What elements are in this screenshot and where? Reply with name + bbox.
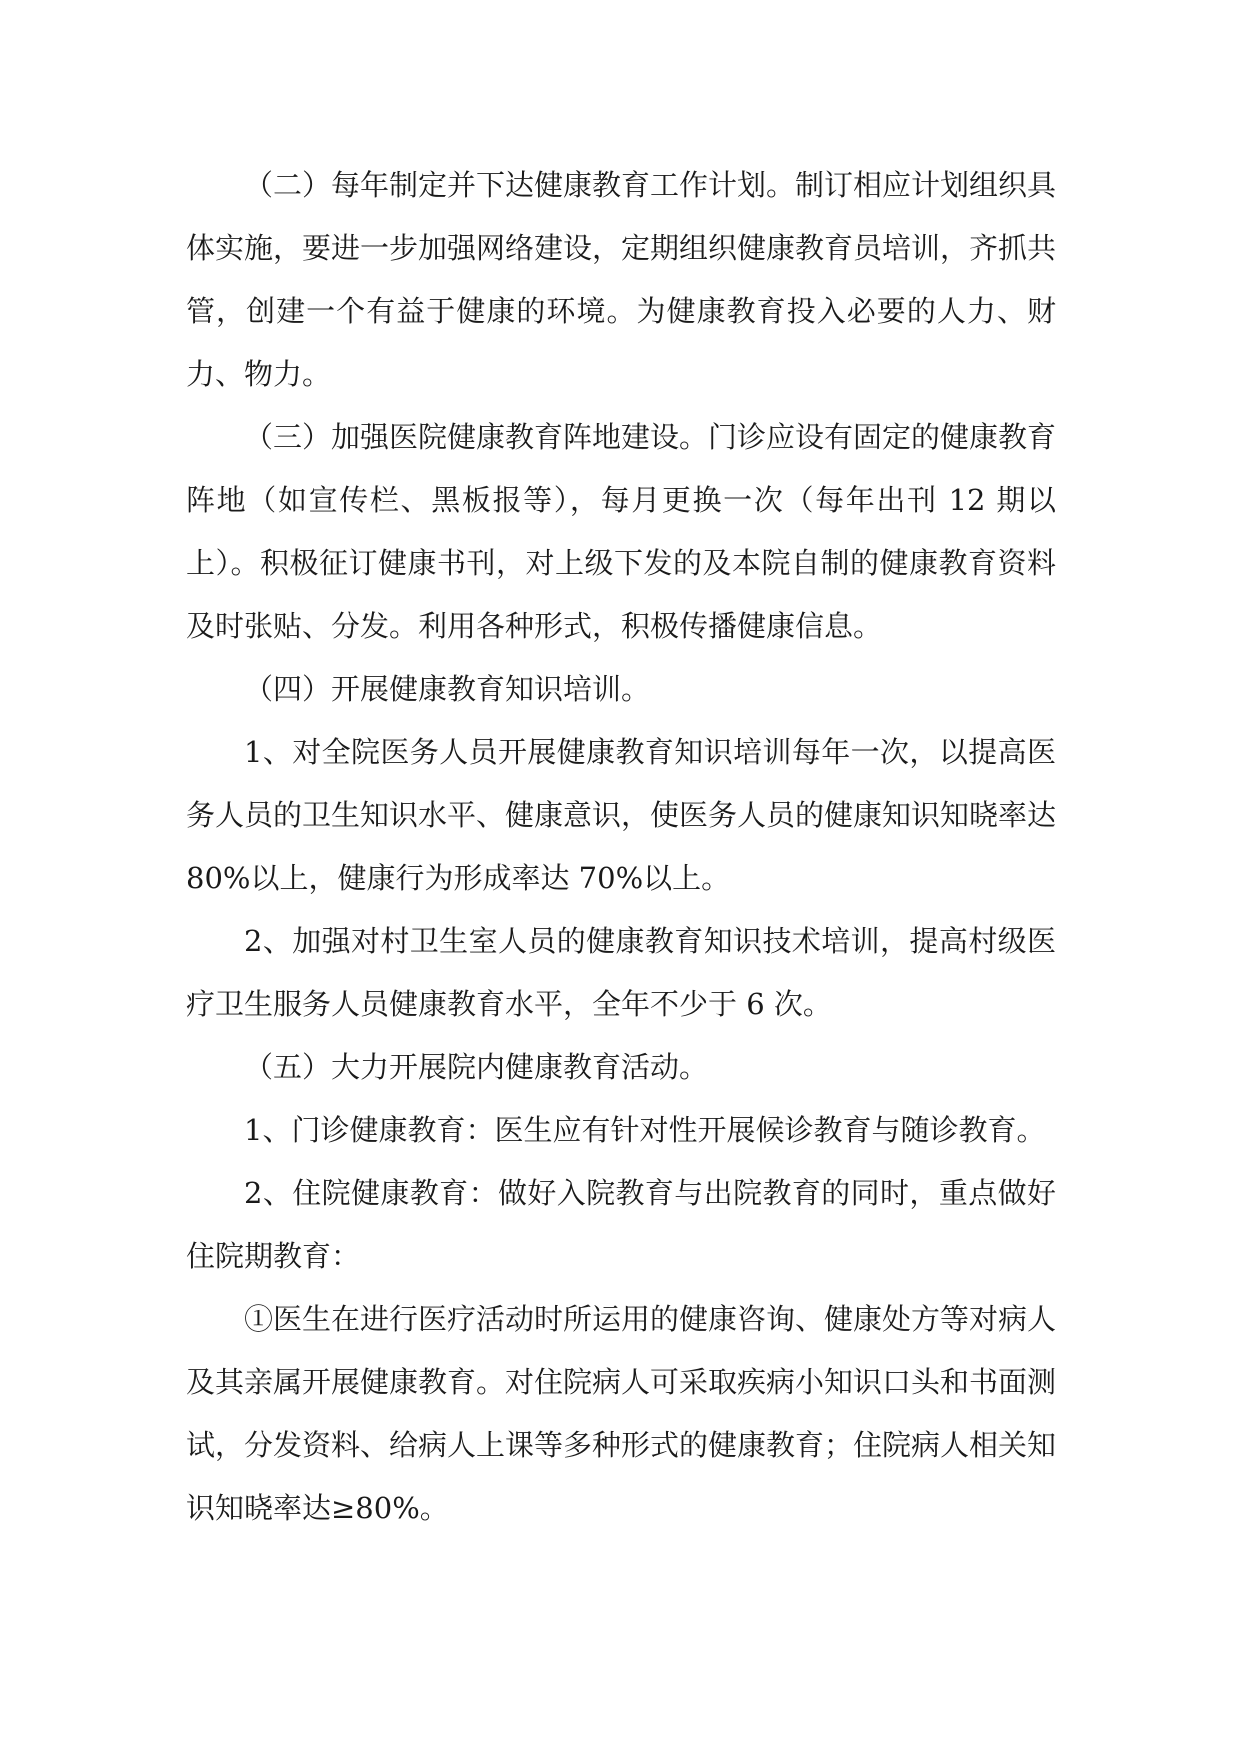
paragraph-inpatient-education: 2、住院健康教育：做好入院教育与出院教育的同时，重点做好住院期教育： [186, 1176, 1056, 1273]
paragraph-activities-heading: （五）大力开展院内健康教育活动。 [244, 1050, 709, 1084]
paragraph-inpatient-detail: ①医生在进行医疗活动时所运用的健康咨询、健康处方等对病人及其亲属开展健康教育。对住院病人可采取疾病小知识口头和书面测试，分发资料、给病人上课等多种形式的健康教育；住院病人相关知识知晓率达≥80%。 [186, 1302, 1057, 1525]
paragraph-training-village: 2、加强对村卫生室人员的健康教育知识技术培训，提高村级医疗卫生服务人员健康教育水平，全年不少于 6 次。 [186, 924, 1056, 1021]
paragraph-position-building: （三）加强医院健康教育阵地建设。门诊应设有固定的健康教育阵地（如宣传栏、黑板报等），每月更换一次（每年出刊 12 期以上）。积极征订健康书刊，对上级下发的及本院自制的健康教育资料及时张贴、分发。利用各种形式，积极传播健康信息。 [186, 420, 1057, 643]
paragraph-training-heading: （四）开展健康教育知识培训。 [244, 672, 651, 706]
document-body [186, 154, 1056, 1540]
paragraph-outpatient-education: 1、门诊健康教育：医生应有针对性开展候诊教育与随诊教育。 [244, 1113, 1046, 1147]
paragraph-plan: （二）每年制定并下达健康教育工作计划。制订相应计划组织具体实施，要进一步加强网络建设，定期组织健康教育员培训，齐抓共管，创建一个有益于健康的环境。为健康教育投入必要的人力、财力、物力。 [186, 168, 1057, 391]
paragraph-training-staff: 1、对全院医务人员开展健康教育知识培训每年一次，以提高医务人员的卫生知识水平、健康意识，使医务人员的健康知识知晓率达 80%以上，健康行为形成率达 70%以上。 [186, 735, 1057, 895]
